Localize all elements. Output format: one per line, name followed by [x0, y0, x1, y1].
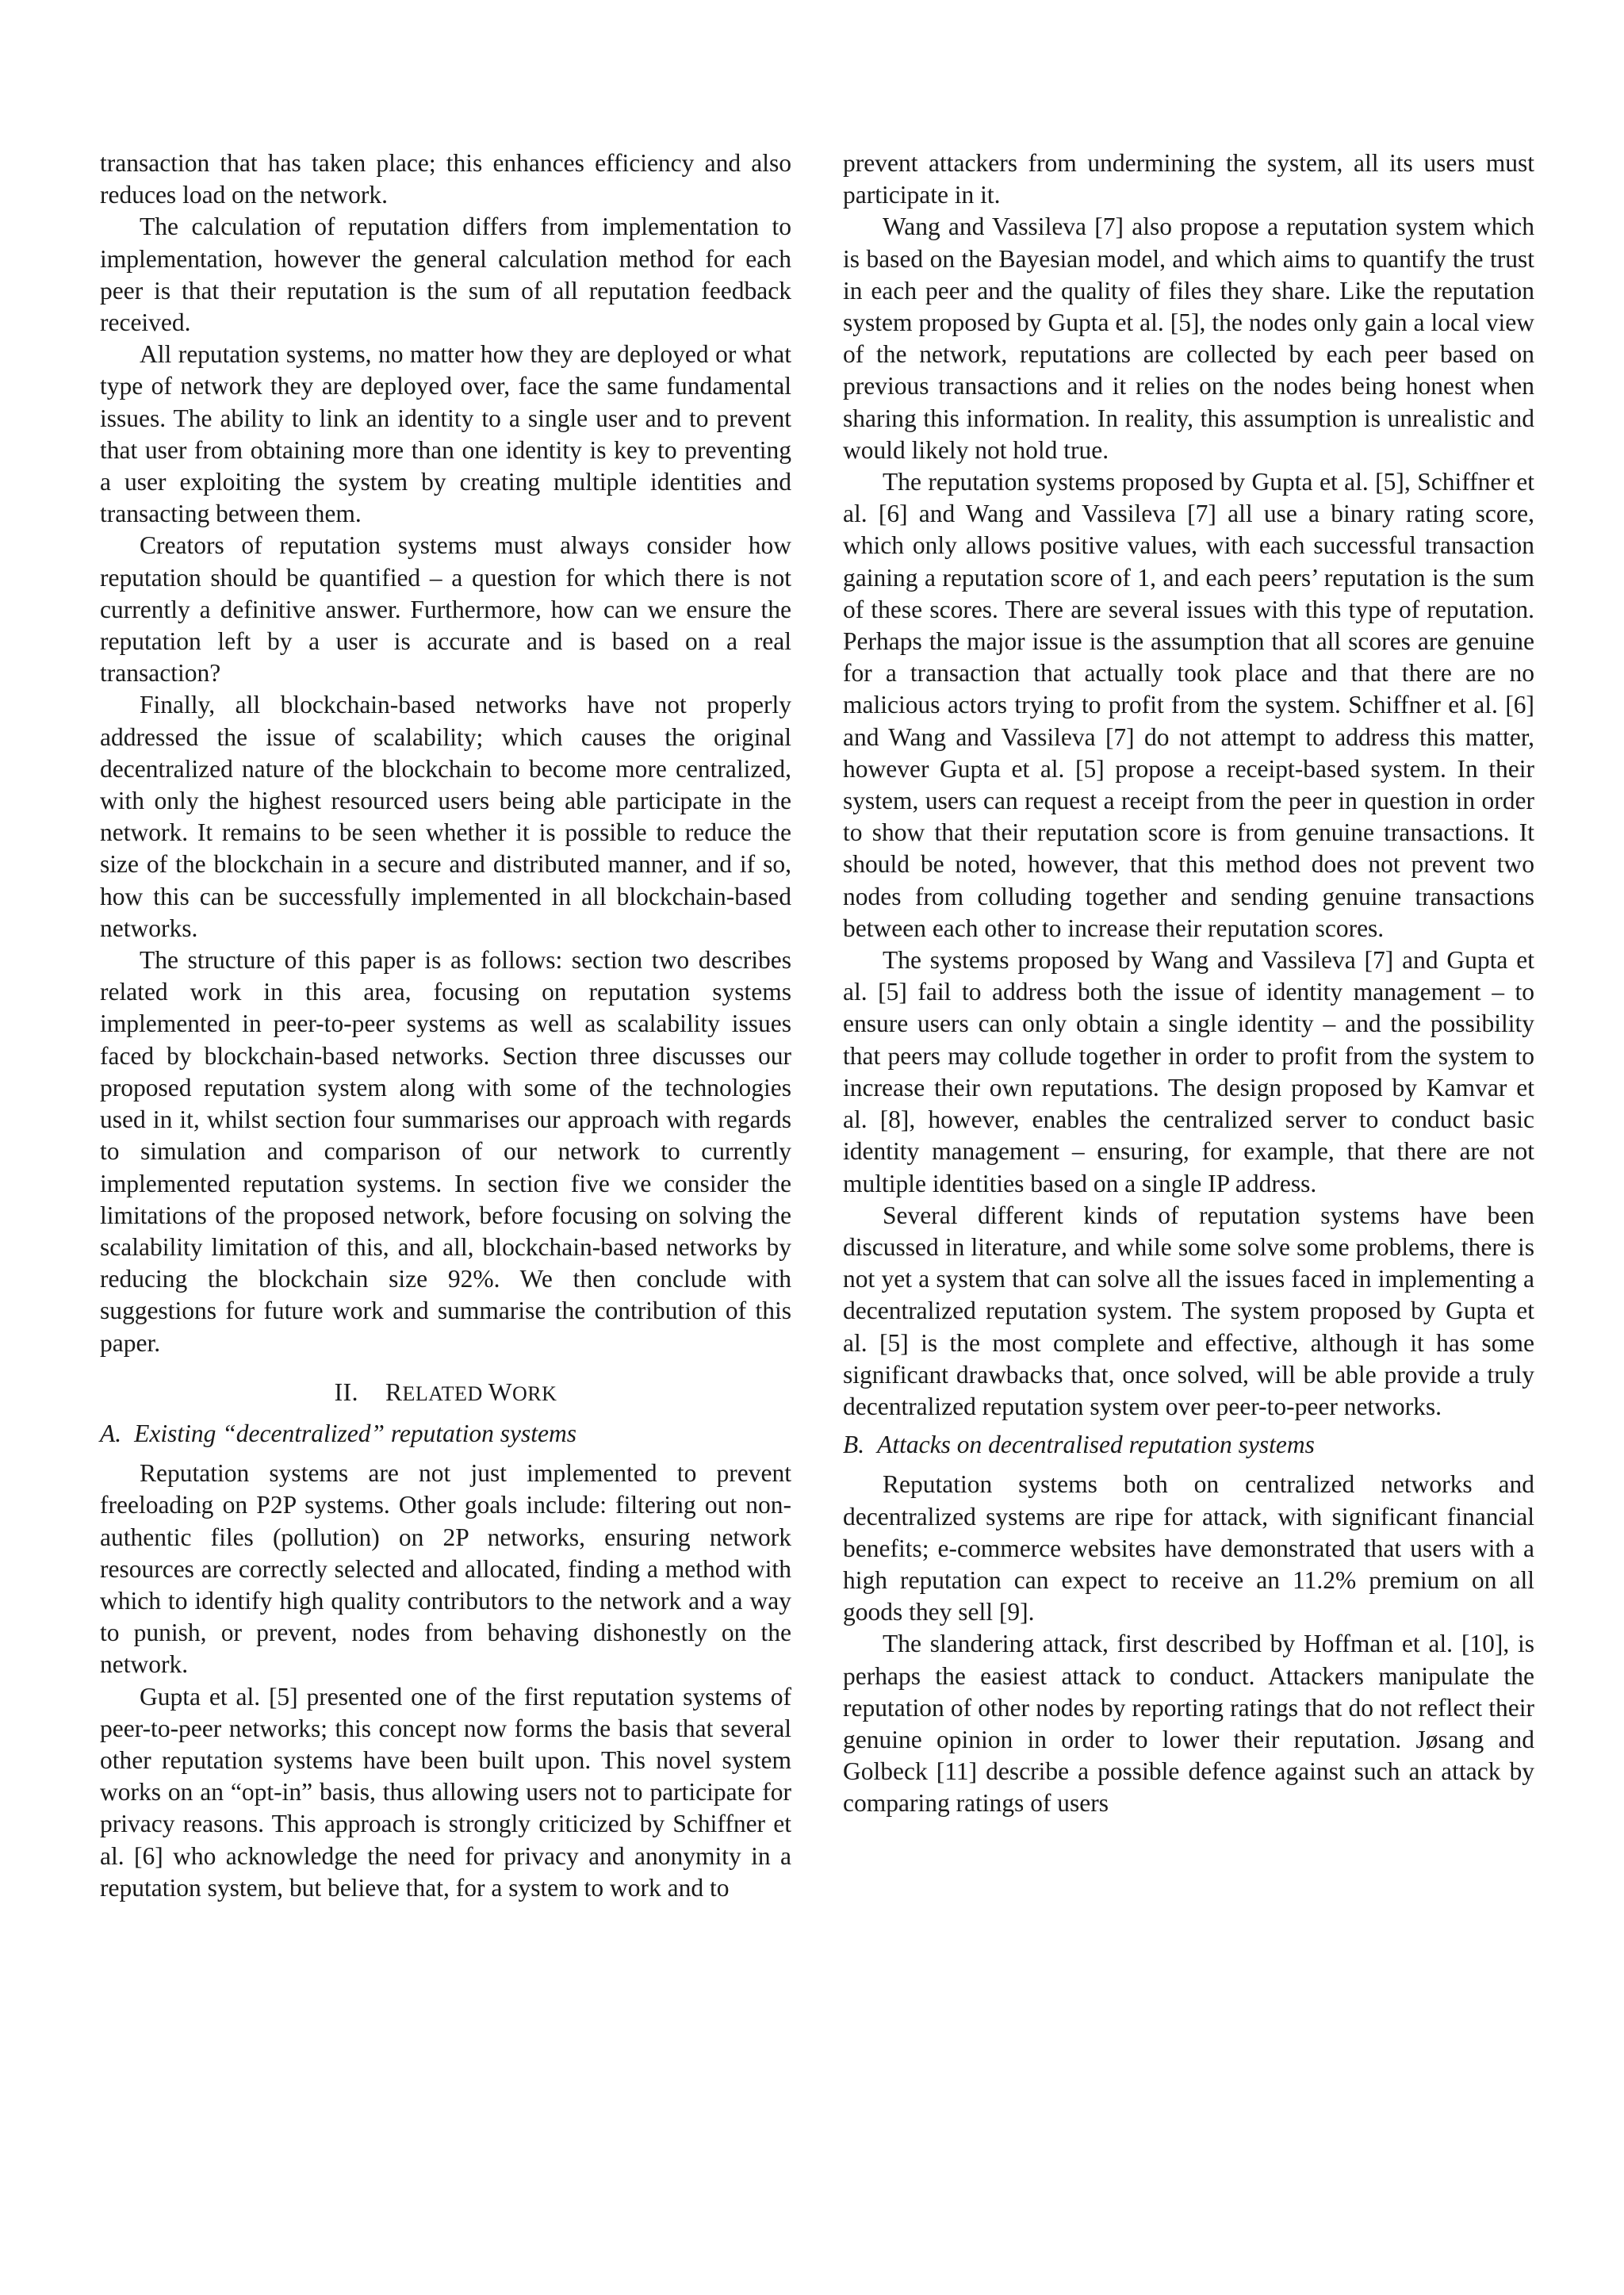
section-title-initial: R — [385, 1377, 403, 1406]
section-title-smallcaps: ORK — [511, 1381, 557, 1405]
paragraph: The systems proposed by Wang and Vassileva [7] and Gupta et al. [5] fail to address both the issue of identity management – to ensure users can only obtain a single identity – and the possibility that peers may collude together in order to profit from the system to increase their own reputations. The design proposed by Kamvar et al. [8], however, enables the centralized server to conduct basic identity management – ensuring, for example, that there are not multiple identities based on a single IP address. — [843, 946, 1534, 1197]
subsection-letter: B. — [843, 1431, 865, 1459]
paragraph: transaction that has taken place; this enhances efficiency and also reduces load on the network. — [100, 149, 791, 209]
paragraph: The calculation of reputation differs from implementation to implementation, however the general calculation method for each peer is that their reputation is the sum of all reputation feedback received. — [100, 213, 791, 337]
subsection-heading — [100, 1418, 791, 1450]
paragraph: The structure of this paper is as follows: section two describes related work in this area, focusing on reputation systems implemented in peer-to-peer systems as well as scalability issues faced by blockchain-based networks. Section three discusses our proposed reputation system along with some of the technologies used in it, whilst section four summarises our approach with regards to simulation and comparison of our network to currently implemented reputation systems. In section five we consider the limitations of the proposed network, before focusing on solving the scalability limitation of this, and all, blockchain-based networks by reducing the blockchain size 92%. We then conclude with suggestions for future work and summarise the contribution of this paper. — [100, 946, 791, 1357]
paragraph: Several different kinds of reputation systems have been discussed in literature, and while some solve some problems, there is not yet a system that can solve all the issues faced in implementing a decentralized reputation system. The system proposed by Gupta et al. [5] is the most complete and effective, although it has some significant drawbacks that, once solved, will be able provide a truly decentralized reputation system over peer-to-peer networks. — [843, 1201, 1534, 1420]
paragraph: Reputation systems are not just implemented to prevent freeloading on P2P systems. Other goals include: filtering out non-authentic files (pollution) on 2P networks, ensuring network resources are correctly selected and allocated, finding a method with which to identify high quality contributors to the network and a way to punish, or prevent, nodes from behaving dishonestly on the network. — [100, 1459, 791, 1679]
section-title-smallcaps: ELATED — [402, 1381, 488, 1405]
left-column — [100, 148, 791, 1904]
section-title-initial: W — [488, 1377, 512, 1406]
subsection-letter: A. — [100, 1419, 122, 1447]
subsection-title: Attacks on decentralised reputation systems — [877, 1431, 1315, 1459]
right-column — [843, 148, 1534, 1820]
paragraph: Gupta et al. [5] presented one of the first reputation systems of peer-to-peer networks; this concept now forms the basis that several other reputation systems have been built upon. This novel system works on an “opt-in” basis, thus allowing users not to participate for privacy reasons. This approach is strongly criticized by Schiffner et al. [6] who acknowledge the need for privacy and anonymity in a reputation system, but believe that, for a system to work and to — [100, 1682, 791, 1902]
paragraph: All reputation systems, no matter how they are deployed or what type of network they are deployed over, face the same fundamental issues. The ability to link an identity to a single user and to prevent that user from obtaining more than one identity is key to preventing a user exploiting the system by creating multiple identities and transacting between them. — [100, 340, 791, 528]
subsection-heading — [843, 1429, 1534, 1461]
paragraph: Finally, all blockchain-based networks have not properly addressed the issue of scalability; which causes the original decentralized nature of the blockchain to become more centralized, with only the highest resourced users being able participate in the network. It remains to be seen whether it is possible to reduce the size of the blockchain in a secure and distributed manner, and if so, how this can be successfully implemented in all blockchain-based networks. — [100, 691, 791, 942]
section-number: II. — [334, 1377, 358, 1406]
paragraph: Wang and Vassileva [7] also propose a reputation system which is based on the Bayesian model, and which aims to quantify the trust in each peer and the quality of files they share. Like the reputation system proposed by Gupta et al. [5], the nodes only gain a local view of the network, reputations are collected by each peer based on previous transactions and it relies on the nodes being honest when sharing this information. In reality, this assumption is unrealistic and would likely not hold true. — [843, 213, 1534, 464]
paragraph: prevent attackers from undermining the system, all its users must participate in it. — [843, 149, 1534, 209]
subsection-title: Existing “decentralized” reputation systems — [134, 1419, 577, 1447]
section-heading — [100, 1377, 791, 1410]
paragraph: Creators of reputation systems must always consider how reputation should be quantified – a question for which there is not currently a definitive answer. Furthermore, how can we ensure the reputation left by a user is accurate and is based on a real transaction? — [100, 531, 791, 688]
paragraph: Reputation systems both on centralized networks and decentralized systems are ripe for attack, with significant financial benefits; e-commerce websites have demonstrated that users with a high reputation can expect to receive an 11.2% premium on all goods they sell [9]. — [843, 1470, 1534, 1626]
paragraph: The slandering attack, first described by Hoffman et al. [10], is perhaps the easiest attack to conduct. Attackers manipulate the reputation of other nodes by reporting ratings that do not reflect their genuine opinion in order to lower their reputation. Jøsang and Golbeck [11] describe a possible defence against such an attack by comparing ratings of users — [843, 1630, 1534, 1818]
paragraph: The reputation systems proposed by Gupta et al. [5], Schiffner et al. [6] and Wang and Vassileva [7] all use a binary rating score, which only allows positive values, with each successful transaction gaining a reputation score of 1, and each peers’ reputation is the sum of these scores. There are several issues with this type of reputation. Perhaps the major issue is the assumption that all scores are genuine for a transaction that actually took place and that there are no malicious actors trying to profit from the system. Schiffner et al. [6] and Wang and Vassileva [7] do not attempt to address this matter, however Gupta et al. [5] propose a receipt-based system. In their system, users can request a receipt from the peer in question in order to show that their reputation score is from genuine transactions. It should be noted, however, that this method does not prevent two nodes from colluding together and sending genuine transactions between each other to increase their reputation scores. — [843, 468, 1534, 942]
